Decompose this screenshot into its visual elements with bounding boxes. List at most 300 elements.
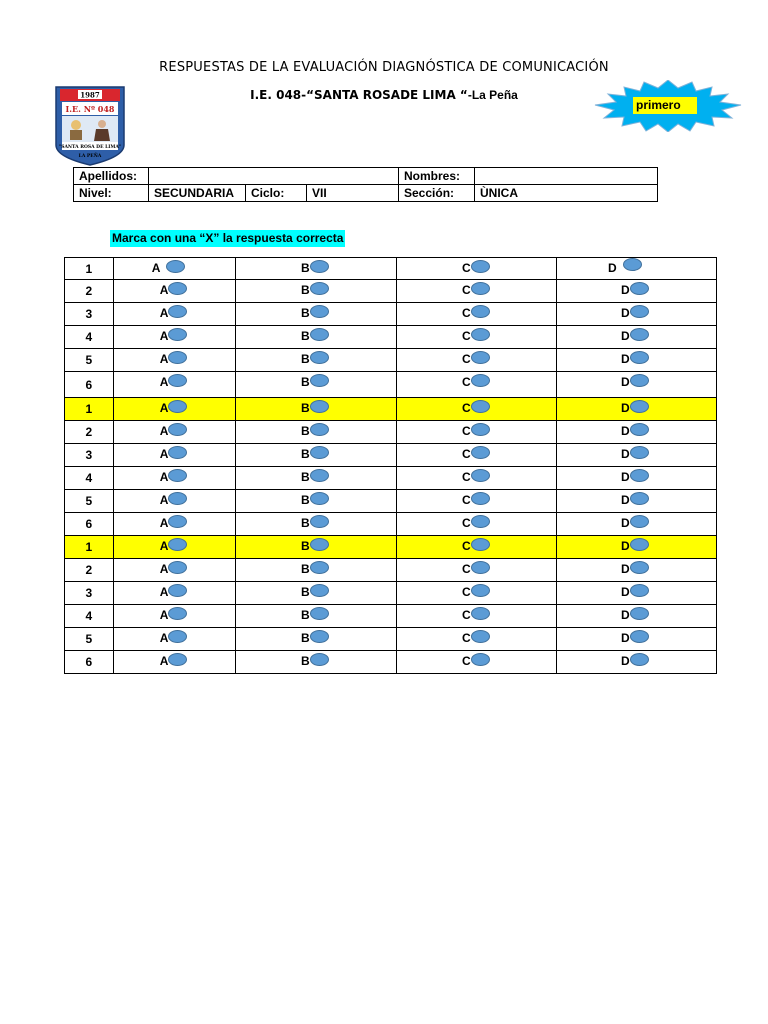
answer-option-b[interactable]	[301, 562, 329, 576]
answer-bubble-icon[interactable]	[310, 584, 329, 597]
option-letter: D	[620, 447, 630, 461]
option-cell-d	[556, 605, 716, 628]
option-cell-a	[113, 421, 235, 444]
answer-row	[65, 303, 717, 326]
answer-option-b[interactable]	[301, 608, 329, 622]
answer-bubble-icon[interactable]	[168, 515, 187, 528]
answer-bubble-icon[interactable]	[310, 400, 329, 413]
answer-option-c[interactable]	[462, 447, 490, 461]
answer-bubble-icon[interactable]	[471, 607, 490, 620]
option-cell-d	[556, 372, 716, 398]
option-letter: B	[300, 261, 310, 275]
answer-bubble-icon[interactable]	[168, 282, 187, 295]
option-letter: D	[620, 539, 630, 553]
nombres-label: Nombres:	[399, 168, 475, 185]
option-cell-d	[556, 303, 716, 326]
answer-option-d[interactable]	[621, 516, 649, 530]
answer-option-d[interactable]	[621, 562, 649, 576]
option-cell-b	[235, 467, 396, 490]
apellidos-field[interactable]	[149, 168, 399, 185]
option-cell-a	[113, 398, 235, 421]
option-cell-d	[556, 421, 716, 444]
answer-row	[65, 421, 717, 444]
answer-row	[65, 605, 717, 628]
answer-option-b[interactable]	[301, 329, 329, 343]
option-letter: D	[620, 401, 630, 415]
answer-option-c[interactable]	[462, 585, 490, 599]
option-letter: C	[461, 631, 471, 645]
option-cell-c	[396, 628, 556, 651]
option-letter: D	[620, 329, 630, 343]
answer-bubble-icon[interactable]	[630, 538, 649, 551]
option-cell-b	[235, 513, 396, 536]
answer-option-c[interactable]	[462, 539, 490, 553]
answer-option-a[interactable]	[160, 631, 188, 645]
seccion-label: Sección:	[399, 185, 475, 202]
logo-code: I.E. Nº 048	[65, 104, 115, 114]
answer-option-c[interactable]	[462, 631, 490, 645]
answer-bubble-icon[interactable]	[630, 282, 649, 295]
answer-bubble-icon[interactable]	[471, 538, 490, 551]
answer-bubble-icon[interactable]	[168, 400, 187, 413]
option-cell-c	[396, 398, 556, 421]
option-cell-b	[235, 372, 396, 398]
answer-bubble-icon[interactable]	[168, 653, 187, 666]
option-cell-a	[113, 628, 235, 651]
answer-bubble-icon[interactable]	[630, 400, 649, 413]
answer-option-c[interactable]	[462, 401, 490, 415]
option-letter: A	[159, 283, 169, 297]
option-letter: C	[461, 562, 471, 576]
answer-bubble-icon[interactable]	[471, 630, 490, 643]
option-letter: B	[300, 608, 310, 622]
answer-option-b[interactable]	[301, 493, 329, 507]
option-letter: B	[300, 539, 310, 553]
answer-bubble-icon[interactable]	[471, 515, 490, 528]
answer-option-c[interactable]	[462, 493, 490, 507]
option-cell-d	[556, 582, 716, 605]
answer-row	[65, 559, 717, 582]
option-letter: B	[300, 631, 310, 645]
answer-bubble-icon[interactable]	[310, 374, 329, 387]
question-number: 4	[65, 605, 114, 628]
answer-bubble-icon[interactable]	[310, 492, 329, 505]
option-cell-d	[556, 349, 716, 372]
option-cell-a	[113, 605, 235, 628]
answer-option-b[interactable]	[301, 585, 329, 599]
answer-bubble-icon[interactable]	[168, 351, 187, 364]
answer-bubble-icon[interactable]	[310, 260, 329, 273]
option-letter: D	[620, 352, 630, 366]
answer-option-b[interactable]	[301, 401, 329, 415]
answer-bubble-icon[interactable]	[630, 446, 649, 459]
logo-motto: "SANTA ROSA DE LIMA"	[58, 145, 122, 150]
option-letter: A	[151, 261, 161, 275]
option-letter: D	[607, 261, 617, 275]
answer-bubble-icon[interactable]	[168, 423, 187, 436]
answer-bubble-icon[interactable]	[630, 653, 649, 666]
answer-row	[65, 326, 717, 349]
answer-bubble-icon[interactable]	[310, 561, 329, 574]
answer-bubble-icon[interactable]	[630, 630, 649, 643]
ciclo-value: VII	[307, 185, 399, 202]
answer-option-c[interactable]	[462, 562, 490, 576]
student-info-table	[73, 167, 658, 202]
answer-row	[65, 651, 717, 674]
answer-bubble-icon[interactable]	[168, 469, 187, 482]
option-letter: B	[300, 424, 310, 438]
option-letter: D	[620, 654, 630, 668]
answer-row	[65, 490, 717, 513]
answer-option-b[interactable]	[301, 424, 329, 438]
answer-bubble-icon[interactable]	[168, 584, 187, 597]
option-letter: C	[461, 654, 471, 668]
seccion-value: ÙNICA	[475, 185, 658, 202]
answer-bubble-icon[interactable]	[310, 305, 329, 318]
option-letter: A	[159, 424, 169, 438]
answer-bubble-icon[interactable]	[630, 561, 649, 574]
option-cell-a	[113, 536, 235, 559]
answer-bubble-icon[interactable]	[310, 423, 329, 436]
option-letter: C	[461, 470, 471, 484]
answer-bubble-icon[interactable]	[168, 305, 187, 318]
answer-bubble-icon[interactable]	[166, 260, 185, 273]
option-cell-a	[113, 651, 235, 674]
option-letter: A	[159, 562, 169, 576]
answer-option-b[interactable]	[301, 283, 329, 297]
question-number: 5	[65, 490, 114, 513]
grade-badge: primero	[633, 97, 697, 114]
answer-option-c[interactable]	[462, 329, 490, 343]
option-letter: C	[461, 608, 471, 622]
answer-bubble-icon[interactable]	[630, 374, 649, 387]
answer-option-b[interactable]	[301, 516, 329, 530]
option-letter: A	[159, 306, 169, 320]
answer-option-a[interactable]	[160, 608, 188, 622]
option-cell-c	[396, 349, 556, 372]
option-letter: D	[620, 631, 630, 645]
answer-row	[65, 536, 717, 559]
answer-option-a[interactable]	[160, 401, 188, 415]
answer-bubble-icon[interactable]	[471, 282, 490, 295]
option-cell-c	[396, 421, 556, 444]
answer-option-d[interactable]	[621, 329, 649, 343]
option-letter: B	[300, 283, 310, 297]
option-letter: C	[461, 585, 471, 599]
option-cell-c	[396, 536, 556, 559]
answer-option-c[interactable]	[462, 424, 490, 438]
option-letter: D	[620, 470, 630, 484]
option-letter: C	[461, 516, 471, 530]
option-letter: A	[159, 401, 169, 415]
answer-bubble-icon[interactable]	[471, 305, 490, 318]
option-letter: D	[620, 493, 630, 507]
answer-option-d[interactable]	[608, 261, 642, 275]
answer-bubble-icon[interactable]	[168, 328, 187, 341]
option-letter: C	[461, 539, 471, 553]
option-cell-a	[113, 326, 235, 349]
answer-option-d[interactable]	[621, 424, 649, 438]
option-cell-b	[235, 582, 396, 605]
option-cell-a	[113, 258, 235, 280]
answer-bubble-icon[interactable]	[168, 538, 187, 551]
answer-option-c[interactable]	[462, 306, 490, 320]
answer-bubble-icon[interactable]	[471, 446, 490, 459]
answer-bubble-icon[interactable]	[168, 630, 187, 643]
option-cell-b	[235, 444, 396, 467]
option-letter: B	[300, 306, 310, 320]
answer-bubble-icon[interactable]	[471, 328, 490, 341]
answer-option-b[interactable]	[301, 352, 329, 366]
option-cell-b	[235, 651, 396, 674]
answer-bubble-icon[interactable]	[168, 607, 187, 620]
option-cell-a	[113, 303, 235, 326]
answer-option-a[interactable]	[160, 352, 188, 366]
option-cell-d	[556, 326, 716, 349]
answer-option-c[interactable]	[462, 261, 490, 275]
answer-option-c[interactable]	[462, 516, 490, 530]
option-letter: B	[300, 585, 310, 599]
answer-option-b[interactable]	[301, 654, 329, 668]
answer-bubble-icon[interactable]	[630, 492, 649, 505]
answer-row	[65, 628, 717, 651]
answer-bubble-icon[interactable]	[471, 653, 490, 666]
answer-bubble-icon[interactable]	[630, 351, 649, 364]
answer-option-a[interactable]	[160, 306, 188, 320]
option-cell-b	[235, 605, 396, 628]
answer-option-d[interactable]	[621, 654, 649, 668]
answer-option-d[interactable]	[621, 585, 649, 599]
answer-row	[65, 513, 717, 536]
option-cell-a	[113, 349, 235, 372]
answer-option-a[interactable]	[160, 516, 188, 530]
answer-bubble-icon[interactable]	[310, 469, 329, 482]
answer-row	[65, 444, 717, 467]
logo-place: LA PEÑA	[78, 154, 102, 159]
answer-option-c[interactable]	[462, 608, 490, 622]
answer-bubble-icon[interactable]	[630, 328, 649, 341]
option-letter: A	[159, 516, 169, 530]
option-cell-b	[235, 349, 396, 372]
answer-option-c[interactable]	[462, 352, 490, 366]
answer-row	[65, 372, 717, 398]
answer-option-d[interactable]	[621, 493, 649, 507]
option-letter: C	[461, 352, 471, 366]
answer-option-d[interactable]	[621, 401, 649, 415]
answer-bubble-icon[interactable]	[471, 374, 490, 387]
option-cell-c	[396, 651, 556, 674]
answer-option-d[interactable]	[621, 283, 649, 297]
option-cell-c	[396, 258, 556, 280]
option-cell-b	[235, 421, 396, 444]
option-letter: D	[620, 516, 630, 530]
option-cell-c	[396, 605, 556, 628]
answer-bubble-icon[interactable]	[630, 305, 649, 318]
nombres-field[interactable]	[475, 168, 658, 185]
option-letter: C	[461, 447, 471, 461]
answer-option-d[interactable]	[621, 631, 649, 645]
answer-option-b[interactable]	[301, 539, 329, 553]
option-letter: C	[461, 329, 471, 343]
answer-option-b[interactable]	[301, 306, 329, 320]
answer-bubble-icon[interactable]	[168, 446, 187, 459]
answer-option-c[interactable]	[462, 654, 490, 668]
option-cell-b	[235, 326, 396, 349]
option-letter: B	[300, 654, 310, 668]
option-letter: A	[159, 447, 169, 461]
question-number: 1	[65, 536, 114, 559]
answer-bubble-icon[interactable]	[168, 374, 187, 387]
answer-option-b[interactable]	[301, 631, 329, 645]
answer-bubble-icon[interactable]	[623, 258, 642, 271]
answer-bubble-icon[interactable]	[630, 469, 649, 482]
option-cell-d	[556, 651, 716, 674]
option-letter: A	[159, 375, 169, 389]
answer-option-a[interactable]	[160, 539, 188, 553]
answer-option-c[interactable]	[462, 470, 490, 484]
answer-option-a[interactable]	[160, 562, 188, 576]
option-letter: D	[620, 608, 630, 622]
answer-bubble-icon[interactable]	[168, 492, 187, 505]
question-number: 2	[65, 280, 114, 303]
question-number: 4	[65, 326, 114, 349]
option-letter: D	[620, 585, 630, 599]
option-cell-b	[235, 398, 396, 421]
option-letter: D	[620, 283, 630, 297]
option-cell-c	[396, 582, 556, 605]
answer-bubble-icon[interactable]	[471, 351, 490, 364]
answer-option-c[interactable]	[462, 283, 490, 297]
answer-bubble-icon[interactable]	[630, 584, 649, 597]
option-cell-c	[396, 326, 556, 349]
answer-option-a[interactable]	[160, 375, 188, 389]
answer-bubble-icon[interactable]	[310, 351, 329, 364]
answer-bubble-icon[interactable]	[630, 607, 649, 620]
answer-bubble-icon[interactable]	[310, 630, 329, 643]
option-letter: B	[300, 470, 310, 484]
option-letter: B	[300, 329, 310, 343]
option-cell-c	[396, 559, 556, 582]
answer-option-a[interactable]	[160, 654, 188, 668]
answer-option-d[interactable]	[621, 470, 649, 484]
answer-option-b[interactable]	[301, 375, 329, 389]
nivel-label: Nivel:	[74, 185, 149, 202]
logo-year: 1987	[80, 90, 100, 100]
answer-bubble-icon[interactable]	[471, 400, 490, 413]
answer-bubble-icon[interactable]	[471, 260, 490, 273]
option-cell-c	[396, 490, 556, 513]
answer-option-a[interactable]	[160, 329, 188, 343]
option-cell-c	[396, 372, 556, 398]
option-letter: A	[159, 608, 169, 622]
answer-option-a[interactable]	[160, 424, 188, 438]
answer-option-c[interactable]	[462, 375, 490, 389]
answer-option-d[interactable]	[621, 608, 649, 622]
answer-option-a[interactable]	[160, 283, 188, 297]
option-cell-d	[556, 398, 716, 421]
option-letter: B	[300, 447, 310, 461]
answer-bubble-icon[interactable]	[310, 607, 329, 620]
option-letter: B	[300, 401, 310, 415]
question-number: 2	[65, 559, 114, 582]
option-letter: A	[159, 352, 169, 366]
option-letter: A	[159, 470, 169, 484]
answer-row	[65, 467, 717, 490]
option-cell-d	[556, 536, 716, 559]
answer-option-b[interactable]	[301, 261, 329, 275]
option-letter: C	[461, 375, 471, 389]
answer-option-a[interactable]	[160, 585, 188, 599]
answer-bubble-icon[interactable]	[310, 515, 329, 528]
answer-row	[65, 280, 717, 303]
answer-bubble-icon[interactable]	[310, 328, 329, 341]
option-cell-d	[556, 513, 716, 536]
answer-option-d[interactable]	[621, 375, 649, 389]
answer-bubble-icon[interactable]	[471, 584, 490, 597]
answer-option-d[interactable]	[621, 447, 649, 461]
answer-bubble-icon[interactable]	[310, 653, 329, 666]
answer-option-a[interactable]	[160, 493, 188, 507]
answer-bubble-icon[interactable]	[471, 423, 490, 436]
question-number: 5	[65, 349, 114, 372]
answer-option-a[interactable]	[152, 261, 186, 275]
question-number: 3	[65, 582, 114, 605]
answer-bubble-icon[interactable]	[471, 561, 490, 574]
answer-bubble-icon[interactable]	[310, 282, 329, 295]
answer-option-b[interactable]	[301, 447, 329, 461]
apellidos-label: Apellidos:	[74, 168, 149, 185]
answer-bubble-icon[interactable]	[471, 469, 490, 482]
answer-option-a[interactable]	[160, 447, 188, 461]
answer-bubble-icon[interactable]	[168, 561, 187, 574]
question-number: 1	[65, 258, 114, 280]
option-cell-c	[396, 303, 556, 326]
answer-option-d[interactable]	[621, 352, 649, 366]
option-cell-a	[113, 444, 235, 467]
answer-bubble-icon[interactable]	[630, 515, 649, 528]
answer-option-d[interactable]	[621, 306, 649, 320]
option-cell-b	[235, 303, 396, 326]
answer-bubble-icon[interactable]	[630, 423, 649, 436]
answer-option-b[interactable]	[301, 470, 329, 484]
answer-option-a[interactable]	[160, 470, 188, 484]
option-cell-b	[235, 536, 396, 559]
answer-option-d[interactable]	[621, 539, 649, 553]
option-letter: D	[620, 562, 630, 576]
question-number: 6	[65, 513, 114, 536]
answer-bubble-icon[interactable]	[310, 446, 329, 459]
option-letter: B	[300, 493, 310, 507]
option-letter: B	[300, 516, 310, 530]
question-number: 1	[65, 398, 114, 421]
answer-bubble-icon[interactable]	[471, 492, 490, 505]
option-cell-d	[556, 280, 716, 303]
option-cell-d	[556, 628, 716, 651]
option-letter: A	[159, 539, 169, 553]
option-letter: D	[620, 424, 630, 438]
nivel-value: SECUNDARIA	[149, 185, 246, 202]
school-title: I.E. 048-“SANTA ROSADE LIMA “	[250, 88, 468, 102]
question-number: 6	[65, 651, 114, 674]
school-location: -La Peña	[467, 88, 518, 102]
option-letter: C	[461, 261, 471, 275]
option-letter: C	[461, 283, 471, 297]
school-crest-logo	[54, 85, 126, 167]
answer-bubble-icon[interactable]	[310, 538, 329, 551]
option-letter: C	[461, 493, 471, 507]
question-number: 5	[65, 628, 114, 651]
option-cell-c	[396, 513, 556, 536]
